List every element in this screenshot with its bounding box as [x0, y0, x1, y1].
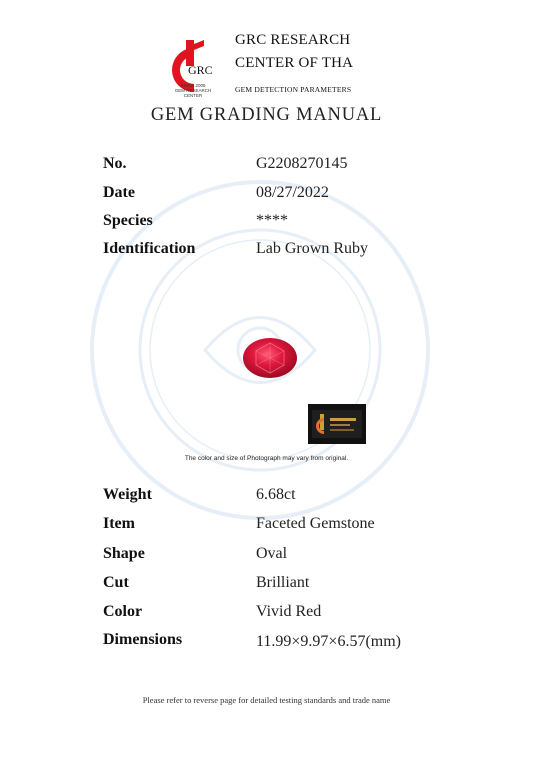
weight-value: 6.68ct	[256, 486, 296, 503]
color-label: Color	[103, 603, 143, 620]
footer-note: Please refer to reverse page for detailed testing standards and trade name	[142, 695, 391, 705]
date-label: Date	[103, 184, 135, 201]
cut-label: Cut	[103, 574, 129, 591]
org-name-line1: GRC RESEARCH	[235, 32, 351, 48]
photo-disclaimer: The color and size of Photograph may vary from original.	[184, 455, 349, 462]
document-title: GEM GRADING MANUAL	[150, 105, 383, 125]
species-label: Species	[103, 212, 153, 229]
item-label: Item	[103, 515, 135, 532]
hologram-card	[308, 404, 366, 444]
item-value: Faceted Gemstone	[256, 515, 375, 532]
cut-value: Brilliant	[256, 574, 310, 591]
weight-label: Weight	[103, 486, 152, 503]
species-value: ****	[256, 212, 288, 229]
no-value: G2208270145	[256, 155, 348, 172]
svg-text:GRC: GRC	[188, 63, 213, 77]
dimensions-value: 11.99×9.97×6.57(mm)	[256, 633, 401, 650]
date-value: 08/27/2022	[256, 184, 329, 201]
org-name-line2: CENTER OF THA	[235, 55, 354, 71]
org-subtitle: GEM DETECTION PARAMETERS	[235, 85, 352, 94]
logo-caption: SINCE 2005 GEM RESEARCH CENTER	[174, 83, 212, 98]
dimensions-label: Dimensions	[103, 631, 183, 648]
identification-value: Lab Grown Ruby	[256, 240, 368, 257]
no-label: No.	[103, 155, 127, 172]
color-value: Vivid Red	[256, 603, 322, 620]
gem-photo	[242, 337, 298, 379]
shape-value: Oval	[256, 545, 288, 562]
identification-label: Identification	[103, 240, 196, 257]
shape-label: Shape	[103, 545, 145, 562]
